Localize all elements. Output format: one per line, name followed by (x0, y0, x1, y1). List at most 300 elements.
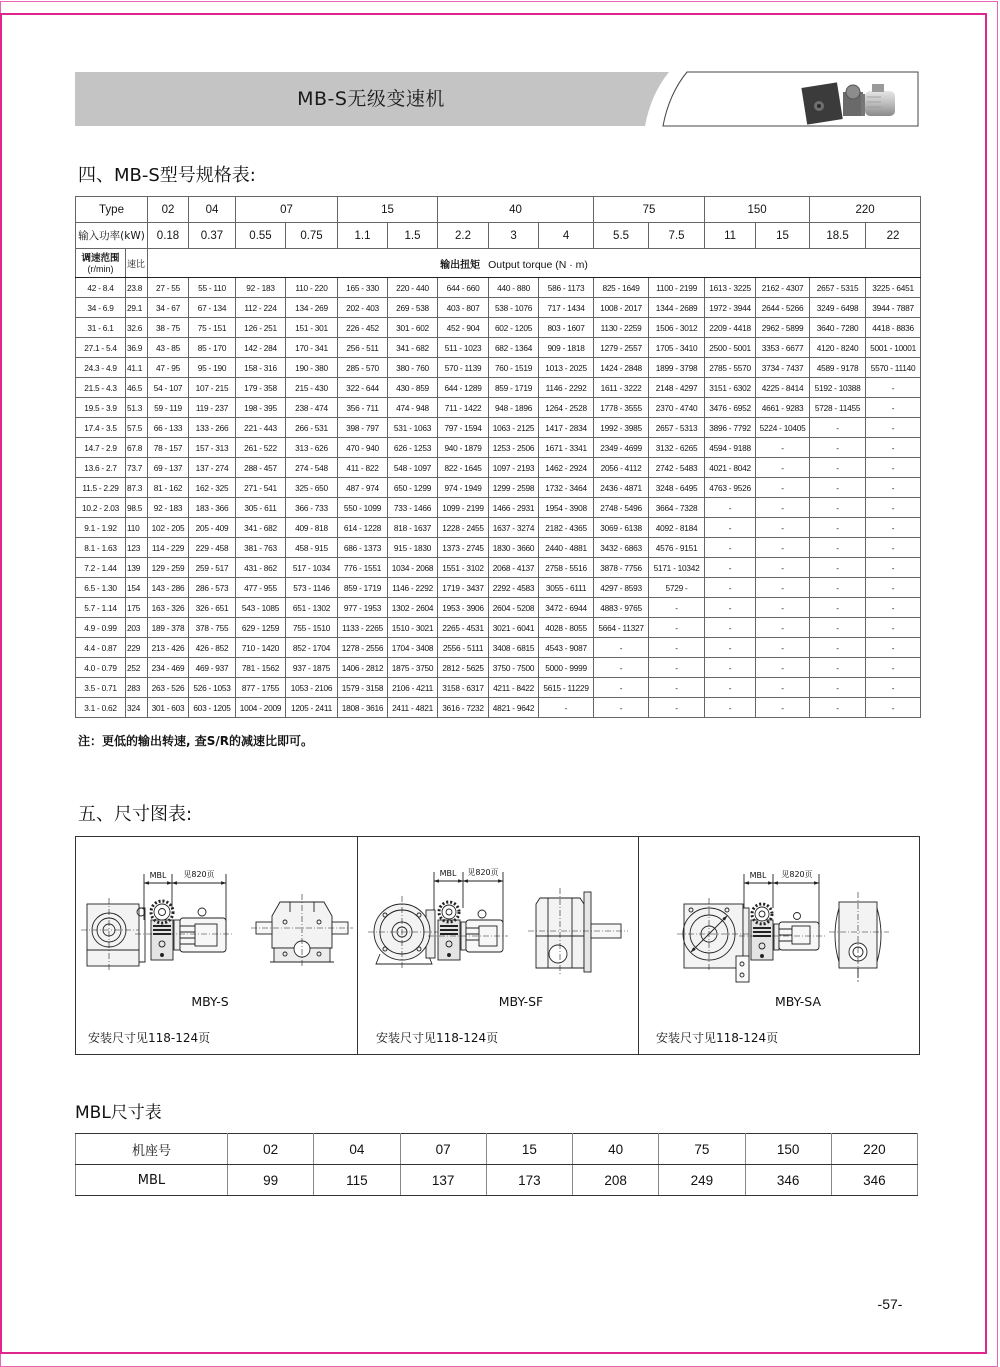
torque-cell: - (705, 598, 756, 618)
torque-cell: 95 - 190 (189, 358, 236, 378)
type-cell: 40 (438, 197, 594, 223)
speed-range-cell: 21.5 - 4.3 (76, 378, 126, 398)
torque-cell: 220 - 440 (388, 278, 438, 298)
torque-cell: 1133 - 2265 (338, 618, 388, 638)
torque-cell: 2812 - 5625 (438, 658, 489, 678)
type-cell: 150 (705, 197, 810, 223)
torque-cell: 4120 - 8240 (810, 338, 866, 358)
torque-cell: 234 - 469 (148, 658, 189, 678)
speed-range-cell: 19.5 - 3.9 (76, 398, 126, 418)
torque-cell: - (866, 678, 921, 698)
torque-cell: 102 - 205 (148, 518, 189, 538)
type-row (76, 197, 921, 223)
ratio-cell: 41.1 (126, 358, 148, 378)
model-label: MBY-S (191, 994, 229, 1009)
table-row (76, 638, 921, 658)
torque-cell: 1830 - 3660 (489, 538, 539, 558)
torque-cell: 4418 - 8836 (866, 318, 921, 338)
table-row (76, 358, 921, 378)
drawing-panel-mby-s (75, 836, 357, 1055)
torque-cell: 221 - 443 (236, 418, 286, 438)
mbl-value-cell: 115 (314, 1165, 400, 1196)
torque-cell: 1875 - 3750 (388, 658, 438, 678)
torque-cell: - (810, 458, 866, 478)
torque-cell: 190 - 380 (286, 358, 338, 378)
power-label: 输入功率(kW) (76, 223, 148, 249)
torque-cell: 313 - 626 (286, 438, 338, 458)
table-row (76, 518, 921, 538)
torque-cell: - (756, 618, 810, 638)
torque-cell: 78 - 157 (148, 438, 189, 458)
torque-cell: 1004 - 2009 (236, 698, 286, 718)
torque-cell: 1611 - 3222 (594, 378, 649, 398)
torque-cell: 3476 - 6952 (705, 398, 756, 418)
table-row (76, 438, 921, 458)
drawing-panel-mby-sf (357, 836, 639, 1055)
torque-cell: 1264 - 2528 (539, 398, 594, 418)
torque-cell: 5615 - 11229 (539, 678, 594, 698)
type-cell: 07 (236, 197, 338, 223)
torque-cell: 573 - 1146 (286, 578, 338, 598)
torque-cell: 1466 - 2931 (489, 498, 539, 518)
torque-cell: 3069 - 6138 (594, 518, 649, 538)
torque-cell: 5192 - 10388 (810, 378, 866, 398)
mbl-table (75, 1133, 918, 1196)
torque-cell: - (594, 658, 649, 678)
torque-cell: 5171 - 10342 (649, 558, 705, 578)
torque-cell: 202 - 403 (338, 298, 388, 318)
torque-cell: 452 - 904 (438, 318, 489, 338)
torque-cell: 3151 - 6302 (705, 378, 756, 398)
torque-cell: - (756, 658, 810, 678)
dimension-label-reference: 见820页 (467, 868, 499, 877)
torque-cell: 286 - 573 (189, 578, 236, 598)
torque-cell: 170 - 341 (286, 338, 338, 358)
power-cell: 7.5 (649, 223, 705, 249)
frame-size-cell: 15 (486, 1134, 572, 1165)
torque-cell: 3616 - 7232 (438, 698, 489, 718)
torque-cell: 151 - 301 (286, 318, 338, 338)
torque-cell: - (810, 698, 866, 718)
torque-cell: 75 - 151 (189, 318, 236, 338)
torque-cell: - (810, 418, 866, 438)
torque-cell: - (756, 498, 810, 518)
torque-cell: 301 - 603 (148, 698, 189, 718)
torque-cell: 1302 - 2604 (388, 598, 438, 618)
ratio-cell: 110 (126, 518, 148, 538)
torque-cell: - (866, 398, 921, 418)
torque-cell: 548 - 1097 (388, 458, 438, 478)
table-row (76, 598, 921, 618)
torque-cell: 781 - 1562 (236, 658, 286, 678)
torque-cell: 205 - 409 (189, 518, 236, 538)
speed-range-cell: 4.0 - 0.79 (76, 658, 126, 678)
torque-cell: 1551 - 3102 (438, 558, 489, 578)
torque-cell: 487 - 974 (338, 478, 388, 498)
torque-cell: 474 - 948 (388, 398, 438, 418)
torque-cell: 378 - 755 (189, 618, 236, 638)
ratio-cell: 87.3 (126, 478, 148, 498)
torque-cell: 1228 - 2455 (438, 518, 489, 538)
torque-cell: 274 - 548 (286, 458, 338, 478)
torque-cell: 133 - 266 (189, 418, 236, 438)
torque-cell: 776 - 1551 (338, 558, 388, 578)
torque-cell: 477 - 955 (236, 578, 286, 598)
torque-cell: - (810, 558, 866, 578)
torque-cell: 1013 - 2025 (539, 358, 594, 378)
torque-cell: - (705, 558, 756, 578)
torque-cell: 1972 - 3944 (705, 298, 756, 318)
speed-range-cell: 17.4 - 3.5 (76, 418, 126, 438)
torque-cell: 2106 - 4211 (388, 678, 438, 698)
torque-cell: 158 - 316 (236, 358, 286, 378)
torque-cell: 301 - 602 (388, 318, 438, 338)
torque-cell: - (866, 518, 921, 538)
torque-cell: 1130 - 2259 (594, 318, 649, 338)
speed-range-cell: 42 - 8.4 (76, 278, 126, 298)
torque-cell: 266 - 531 (286, 418, 338, 438)
torque-cell: 229 - 458 (189, 538, 236, 558)
torque-label-en: Output torque (N · m) (488, 258, 588, 271)
table-row (76, 458, 921, 478)
torque-cell: 818 - 1637 (388, 518, 438, 538)
torque-cell: 2265 - 4531 (438, 618, 489, 638)
ratio-cell: 51.3 (126, 398, 148, 418)
torque-cell: 238 - 474 (286, 398, 338, 418)
ratio-cell: 139 (126, 558, 148, 578)
speed-range-cell: 4.9 - 0.99 (76, 618, 126, 638)
table-row (76, 318, 921, 338)
torque-cell: 4225 - 8414 (756, 378, 810, 398)
torque-cell: 263 - 526 (148, 678, 189, 698)
torque-cell: 381 - 763 (236, 538, 286, 558)
torque-cell: 1510 - 3021 (388, 618, 438, 638)
frame-size-cell: 220 (831, 1134, 917, 1165)
torque-cell: - (810, 658, 866, 678)
torque-cell: 285 - 570 (338, 358, 388, 378)
torque-cell: 198 - 395 (236, 398, 286, 418)
torque-cell: 1406 - 2812 (338, 658, 388, 678)
torque-cell: 59 - 119 (148, 398, 189, 418)
torque-cell: - (866, 558, 921, 578)
torque-cell: 398 - 797 (338, 418, 388, 438)
torque-cell: 4021 - 8042 (705, 458, 756, 478)
torque-cell: 119 - 237 (189, 398, 236, 418)
table-row (76, 498, 921, 518)
torque-cell: 4028 - 8055 (539, 618, 594, 638)
torque-cell: - (539, 698, 594, 718)
torque-cell: - (705, 578, 756, 598)
torque-cell: - (705, 678, 756, 698)
model-label: MBY-SF (498, 994, 544, 1009)
mbl-value-cell: 137 (400, 1165, 486, 1196)
ratio-cell: 57.5 (126, 418, 148, 438)
torque-cell: 269 - 538 (388, 298, 438, 318)
torque-cell: 3944 - 7887 (866, 298, 921, 318)
torque-label-cn: 输出扭矩 (440, 259, 481, 271)
torque-cell: 66 - 133 (148, 418, 189, 438)
torque-cell: 1778 - 3555 (594, 398, 649, 418)
speed-range-cell: 4.4 - 0.87 (76, 638, 126, 658)
install-note: 安装尺寸见118-124页 (376, 1031, 499, 1045)
install-note: 安装尺寸见118-124页 (88, 1031, 211, 1045)
torque-cell: 717 - 1434 (539, 298, 594, 318)
torque-cell: 325 - 650 (286, 478, 338, 498)
torque-cell: 129 - 259 (148, 558, 189, 578)
power-cell: 1.1 (338, 223, 388, 249)
torque-cell: 341 - 682 (388, 338, 438, 358)
torque-cell: 157 - 313 (189, 438, 236, 458)
torque-cell: 3896 - 7792 (705, 418, 756, 438)
torque-cell: 142 - 284 (236, 338, 286, 358)
dimension-label-reference: 见820页 (781, 870, 813, 879)
torque-cell: 4543 - 9087 (539, 638, 594, 658)
torque-cell: 259 - 517 (189, 558, 236, 578)
torque-cell: - (705, 618, 756, 638)
power-cell: 2.2 (438, 223, 489, 249)
ratio-cell: 29.1 (126, 298, 148, 318)
torque-cell: 43 - 85 (148, 338, 189, 358)
torque-cell: 1417 - 2834 (539, 418, 594, 438)
speed-range-cell: 24.3 - 4.9 (76, 358, 126, 378)
torque-cell: 69 - 137 (148, 458, 189, 478)
torque-cell: 3353 - 6677 (756, 338, 810, 358)
torque-cell: 1100 - 2199 (649, 278, 705, 298)
torque-cell: 27 - 55 (148, 278, 189, 298)
torque-cell: 825 - 1649 (594, 278, 649, 298)
torque-cell: 3249 - 6498 (810, 298, 866, 318)
torque-cell: - (649, 698, 705, 718)
torque-cell: 2411 - 4821 (388, 698, 438, 718)
frame-size-cell: 150 (745, 1134, 831, 1165)
power-cell: 0.55 (236, 223, 286, 249)
torque-cell: - (810, 638, 866, 658)
power-row (76, 223, 921, 249)
torque-cell: 977 - 1953 (338, 598, 388, 618)
torque-cell: - (866, 498, 921, 518)
torque-cell: - (649, 678, 705, 698)
torque-cell: 3021 - 6041 (489, 618, 539, 638)
torque-cell: 2292 - 4583 (489, 578, 539, 598)
ratio-cell: 73.7 (126, 458, 148, 478)
torque-cell: 34 - 67 (148, 298, 189, 318)
ratio-cell: 46.5 (126, 378, 148, 398)
torque-cell: - (705, 658, 756, 678)
power-cell: 0.18 (148, 223, 189, 249)
torque-cell: 271 - 541 (236, 478, 286, 498)
type-label: Type (76, 197, 148, 223)
torque-cell: 2436 - 4871 (594, 478, 649, 498)
torque-cell: 409 - 818 (286, 518, 338, 538)
torque-cell: 67 - 134 (189, 298, 236, 318)
ratio-cell: 67.8 (126, 438, 148, 458)
torque-cell: 326 - 651 (189, 598, 236, 618)
type-cell: 15 (338, 197, 438, 223)
mbl-header-row (76, 1134, 918, 1165)
power-cell: 15 (756, 223, 810, 249)
torque-cell: 4661 - 9283 (756, 398, 810, 418)
torque-cell: 112 - 224 (236, 298, 286, 318)
torque-cell: 1253 - 2506 (489, 438, 539, 458)
torque-cell: 85 - 170 (189, 338, 236, 358)
table-row (76, 618, 921, 638)
torque-cell: 4589 - 9178 (810, 358, 866, 378)
torque-cell: - (810, 438, 866, 458)
torque-cell: 470 - 940 (338, 438, 388, 458)
torque-cell: 4211 - 8422 (489, 678, 539, 698)
page-title: MB-S无级变速机 (297, 88, 445, 110)
torque-cell: 2657 - 5313 (649, 418, 705, 438)
torque-cell: 511 - 1023 (438, 338, 489, 358)
torque-cell: 733 - 1466 (388, 498, 438, 518)
torque-cell: 682 - 1364 (489, 338, 539, 358)
torque-cell: 1705 - 3410 (649, 338, 705, 358)
torque-cell: 531 - 1063 (388, 418, 438, 438)
torque-cell: 4883 - 9765 (594, 598, 649, 618)
power-cell: 5.5 (594, 223, 649, 249)
speed-range-cell: 31 - 6.1 (76, 318, 126, 338)
torque-cell: - (756, 638, 810, 658)
torque-cell: 644 - 1289 (438, 378, 489, 398)
ratio-cell: 229 (126, 638, 148, 658)
speed-range-cell: 7.2 - 1.44 (76, 558, 126, 578)
torque-cell: 3734 - 7437 (756, 358, 810, 378)
torque-cell: 380 - 760 (388, 358, 438, 378)
ratio-cell: 23.8 (126, 278, 148, 298)
table-row (76, 678, 921, 698)
torque-cell: 803 - 1607 (539, 318, 594, 338)
torque-cell: 570 - 1139 (438, 358, 489, 378)
torque-cell: - (594, 698, 649, 718)
torque-cell: - (756, 578, 810, 598)
table-row (76, 658, 921, 678)
table-row (76, 558, 921, 578)
torque-cell: 469 - 937 (189, 658, 236, 678)
install-note: 安装尺寸见118-124页 (656, 1031, 779, 1045)
mbl-value-row (76, 1165, 918, 1196)
torque-cell: 179 - 358 (236, 378, 286, 398)
torque-cell: - (594, 678, 649, 698)
torque-cell: - (810, 618, 866, 638)
torque-cell: 1205 - 2411 (286, 698, 338, 718)
torque-cell: - (705, 498, 756, 518)
torque-cell: 2068 - 4137 (489, 558, 539, 578)
ratio-cell: 123 (126, 538, 148, 558)
power-cell: 0.37 (189, 223, 236, 249)
torque-cell: - (649, 638, 705, 658)
ratio-cell: 36.9 (126, 338, 148, 358)
torque-cell: 341 - 682 (236, 518, 286, 538)
drawing-panel-mby-sa (638, 836, 921, 1055)
torque-cell: 526 - 1053 (189, 678, 236, 698)
speed-range-cell: 5.7 - 1.14 (76, 598, 126, 618)
torque-cell: - (649, 618, 705, 638)
torque-cell: 134 - 269 (286, 298, 338, 318)
torque-cell: - (756, 438, 810, 458)
torque-cell: 1732 - 3464 (539, 478, 594, 498)
ratio-cell: 154 (126, 578, 148, 598)
torque-cell: 137 - 274 (189, 458, 236, 478)
torque-cell: - (810, 478, 866, 498)
table-row (76, 298, 921, 318)
torque-cell: 5224 - 10405 (756, 418, 810, 438)
torque-cell: 1579 - 3158 (338, 678, 388, 698)
torque-cell: 543 - 1085 (236, 598, 286, 618)
torque-cell: 288 - 457 (236, 458, 286, 478)
torque-cell: 54 - 107 (148, 378, 189, 398)
torque-cell: - (756, 598, 810, 618)
torque-cell: - (866, 438, 921, 458)
torque-cell: - (866, 478, 921, 498)
torque-cell: 1053 - 2106 (286, 678, 338, 698)
torque-cell: 3225 - 6451 (866, 278, 921, 298)
torque-cell: - (810, 678, 866, 698)
mbl-value-cell: 99 (228, 1165, 314, 1196)
torque-cell: - (756, 478, 810, 498)
torque-cell: 1034 - 2068 (388, 558, 438, 578)
torque-cell: 226 - 452 (338, 318, 388, 338)
torque-cell: - (756, 538, 810, 558)
torque-cell: 2440 - 4881 (539, 538, 594, 558)
torque-cell: 38 - 75 (148, 318, 189, 338)
speed-range-cell: 34 - 6.9 (76, 298, 126, 318)
table-row (76, 478, 921, 498)
speed-range-cell: 6.5 - 1.30 (76, 578, 126, 598)
torque-cell: 403 - 807 (438, 298, 489, 318)
torque-cell: 3750 - 7500 (489, 658, 539, 678)
torque-cell: 107 - 215 (189, 378, 236, 398)
type-cell: 02 (148, 197, 189, 223)
torque-cell: 538 - 1076 (489, 298, 539, 318)
torque-cell: 1954 - 3908 (539, 498, 594, 518)
table-row (76, 398, 921, 418)
frame-size-label: 机座号 (76, 1134, 228, 1165)
drawing-mby-sa (639, 836, 921, 1055)
mbl-value-cell: 249 (659, 1165, 745, 1196)
torque-cell: - (756, 518, 810, 538)
torque-cell: 1146 - 2292 (539, 378, 594, 398)
torque-cell: 1808 - 3616 (338, 698, 388, 718)
torque-cell: 909 - 1818 (539, 338, 594, 358)
torque-cell: 859 - 1719 (338, 578, 388, 598)
torque-cell: - (866, 598, 921, 618)
torque-cell: 797 - 1594 (438, 418, 489, 438)
torque-cell: 2742 - 5483 (649, 458, 705, 478)
torque-cell: 183 - 366 (189, 498, 236, 518)
torque-cell: 213 - 426 (148, 638, 189, 658)
torque-cell: 2148 - 4297 (649, 378, 705, 398)
torque-cell: - (866, 658, 921, 678)
torque-cell: 162 - 325 (189, 478, 236, 498)
torque-cell: 3664 - 7328 (649, 498, 705, 518)
torque-cell: - (810, 518, 866, 538)
torque-cell: - (866, 378, 921, 398)
torque-cell: 711 - 1422 (438, 398, 489, 418)
table-row (76, 418, 921, 438)
type-cell: 04 (189, 197, 236, 223)
torque-cell: - (649, 658, 705, 678)
torque-cell: 1671 - 3341 (539, 438, 594, 458)
ratio-cell: 98.5 (126, 498, 148, 518)
table-row (76, 578, 921, 598)
torque-cell: 189 - 378 (148, 618, 189, 638)
power-cell: 4 (539, 223, 594, 249)
drawing-mby-s (75, 836, 357, 1055)
torque-cell: 256 - 511 (338, 338, 388, 358)
speed-range-cell: 8.1 - 1.63 (76, 538, 126, 558)
torque-cell: 2604 - 5208 (489, 598, 539, 618)
torque-cell: 852 - 1704 (286, 638, 338, 658)
